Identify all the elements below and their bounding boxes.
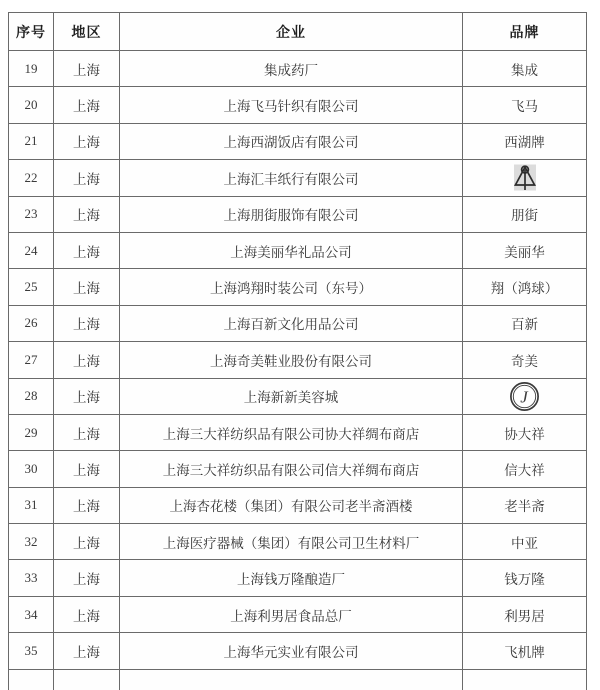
cell-index: 33 [9, 560, 54, 596]
cell-company: 上海汇丰纸行有限公司 [120, 160, 463, 196]
cell-brand: 协大祥 [463, 414, 587, 450]
triangle-monogram-logo-icon [513, 164, 537, 191]
cell-index: 21 [9, 123, 54, 159]
cell-brand [463, 160, 587, 196]
table-row [9, 524, 587, 560]
cell-company: 上海奇美鞋业股份有限公司 [120, 342, 463, 378]
cell-index: 34 [9, 596, 54, 632]
cell-index: 25 [9, 269, 54, 305]
table-body [9, 51, 587, 690]
cell-region: 上海 [54, 123, 120, 159]
cell-company: 上海朋街服饰有限公司 [120, 196, 463, 232]
cell-region: 上海 [54, 633, 120, 669]
cell-index: 19 [9, 51, 54, 87]
cell-company: 集成药厂 [120, 51, 463, 87]
cell-company: 上海鸿翔时装公司（东号） [120, 269, 463, 305]
cell-region: 上海 [54, 87, 120, 123]
table-row [9, 378, 587, 414]
table-row [9, 451, 587, 487]
cell-region: 上海 [54, 487, 120, 523]
table-row [9, 414, 587, 450]
cell-region: 上海 [54, 524, 120, 560]
column-header-company: 企业 [120, 13, 463, 51]
cell-company: 上海医疗器械（集团）有限公司卫生材料厂 [120, 524, 463, 560]
cell-region: 上海 [54, 196, 120, 232]
cell-region: 上海 [54, 451, 120, 487]
cell-company: 上海钱万隆酿造厂 [120, 560, 463, 596]
cell-company: 上海美丽华礼品公司 [120, 232, 463, 268]
cell-brand: 西湖牌 [463, 123, 587, 159]
cell-region: 上海 [54, 305, 120, 341]
cell-company [120, 669, 463, 690]
column-header-index: 序号 [9, 13, 54, 51]
cell-region: 上海 [54, 560, 120, 596]
table-row [9, 487, 587, 523]
cell-region: 上海 [54, 596, 120, 632]
cell-brand: 飞机牌 [463, 633, 587, 669]
cell-region: 上海 [54, 269, 120, 305]
cell-region: 上海 [54, 342, 120, 378]
cell-brand: 朋街 [463, 196, 587, 232]
cell-index: 23 [9, 196, 54, 232]
cell-brand: 百新 [463, 305, 587, 341]
table-row [9, 633, 587, 669]
cell-index: 22 [9, 160, 54, 196]
table-row [9, 560, 587, 596]
circle-seal-logo-icon [509, 381, 540, 412]
cell-brand: 翔（鸿球） [463, 269, 587, 305]
table-row [9, 269, 587, 305]
partial-row [9, 669, 587, 690]
cell-company: 上海三大祥纺织品有限公司协大祥绸布商店 [120, 414, 463, 450]
table-row [9, 196, 587, 232]
cell-company: 上海飞马针织有限公司 [120, 87, 463, 123]
cell-brand: 奇美 [463, 342, 587, 378]
cell-index: 35 [9, 633, 54, 669]
cell-index: 20 [9, 87, 54, 123]
cell-index: 27 [9, 342, 54, 378]
cell-index: 30 [9, 451, 54, 487]
cell-brand: 老半斋 [463, 487, 587, 523]
cell-company: 上海西湖饭店有限公司 [120, 123, 463, 159]
table-row [9, 596, 587, 632]
table-row [9, 51, 587, 87]
column-header-brand: 品牌 [463, 13, 587, 51]
cell-company: 上海三大祥纺织品有限公司信大祥绸布商店 [120, 451, 463, 487]
cell-brand [463, 378, 587, 414]
cell-brand [463, 669, 587, 690]
cell-index: 32 [9, 524, 54, 560]
cell-region: 上海 [54, 232, 120, 268]
cell-index [9, 669, 54, 690]
cell-region: 上海 [54, 160, 120, 196]
cell-company: 上海华元实业有限公司 [120, 633, 463, 669]
svg-text:J: J [520, 387, 528, 407]
cell-brand: 利男居 [463, 596, 587, 632]
table-row [9, 87, 587, 123]
cell-region: 上海 [54, 378, 120, 414]
cell-brand: 美丽华 [463, 232, 587, 268]
cell-brand: 信大祥 [463, 451, 587, 487]
cell-company: 上海利男居食品总厂 [120, 596, 463, 632]
cell-company: 上海杏花楼（集团）有限公司老半斋酒楼 [120, 487, 463, 523]
cell-brand: 钱万隆 [463, 560, 587, 596]
table-row [9, 232, 587, 268]
cell-index: 26 [9, 305, 54, 341]
cell-brand: 中亚 [463, 524, 587, 560]
cell-index: 29 [9, 414, 54, 450]
cell-company: 上海百新文化用品公司 [120, 305, 463, 341]
cell-index: 31 [9, 487, 54, 523]
cell-index: 24 [9, 232, 54, 268]
cell-region: 上海 [54, 414, 120, 450]
table-row [9, 342, 587, 378]
cell-region: 上海 [54, 51, 120, 87]
cell-region [54, 669, 120, 690]
table-row [9, 305, 587, 341]
brands-table [8, 12, 587, 690]
table-row [9, 123, 587, 159]
cell-brand: 集成 [463, 51, 587, 87]
table-row [9, 160, 587, 196]
cell-index: 28 [9, 378, 54, 414]
column-header-region: 地区 [54, 13, 120, 51]
cell-brand: 飞马 [463, 87, 587, 123]
brands-table-container [8, 12, 587, 690]
cell-company: 上海新新美容城 [120, 378, 463, 414]
header-row [9, 13, 587, 51]
